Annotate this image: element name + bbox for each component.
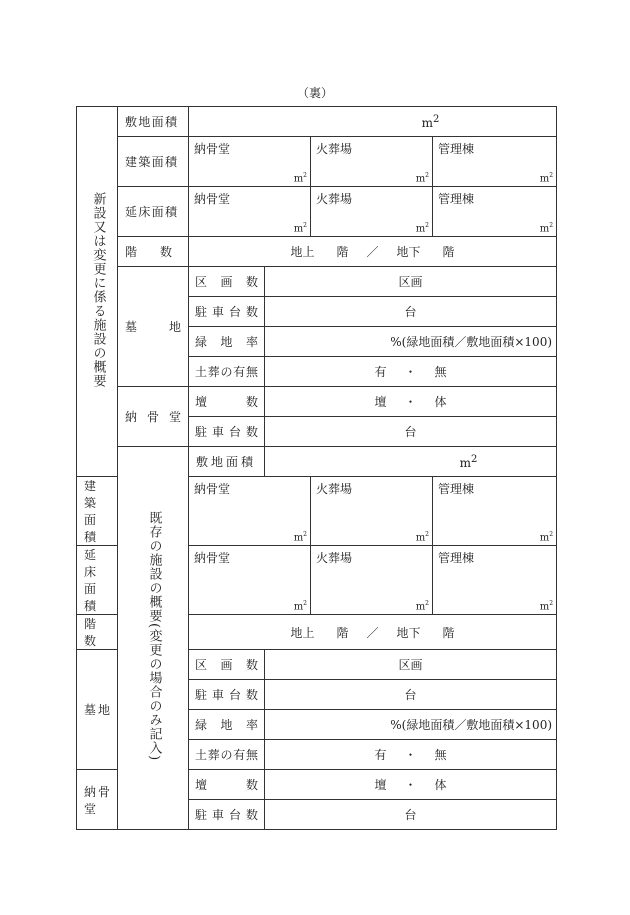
- burial-label: 土葬の有無: [189, 740, 265, 770]
- unit-m2: $m^2$: [539, 530, 554, 543]
- burial-field[interactable]: 有 ・ 無: [265, 740, 557, 770]
- floors-label: 階数: [118, 237, 189, 267]
- area-subcell[interactable]: [433, 137, 557, 187]
- sub-label: 火葬場: [316, 482, 353, 496]
- unit-m2: $m^2$: [415, 221, 429, 234]
- section-title-cell: [118, 447, 189, 830]
- sub-label: 納骨堂: [194, 482, 231, 496]
- unit-m2: $m^2$: [415, 599, 429, 612]
- ossuary-label: 納骨堂: [77, 770, 118, 830]
- area-subcell[interactable]: [311, 546, 433, 615]
- area-subcell[interactable]: [311, 477, 433, 546]
- sub-label: 納骨堂: [194, 192, 231, 206]
- area-subcell[interactable]: [311, 137, 433, 187]
- green-rate-label: 緑地率: [189, 327, 265, 357]
- section-title-cell: [77, 107, 118, 477]
- green-rate-field[interactable]: %(緑地面積／敷地面積×100): [265, 710, 557, 740]
- plots-field[interactable]: 区画: [265, 267, 557, 297]
- site-area-label: 敷地面積: [189, 447, 265, 477]
- page-label: （裏）: [296, 86, 333, 100]
- altar-field[interactable]: 壇 ・ 体: [265, 387, 557, 417]
- sub-label: 管理棟: [438, 482, 475, 496]
- ossuary-label: 納骨堂: [118, 387, 189, 447]
- site-area-label: 敷地面積: [118, 107, 189, 137]
- burial-label: 土葬の有無: [189, 357, 265, 387]
- section-title: 新設又は変更に係る施設の概要: [90, 192, 106, 388]
- unit-m2: $m^2$: [539, 171, 554, 184]
- altar-label: 壇数: [189, 770, 265, 800]
- plots-label: 区画数: [189, 267, 265, 297]
- section-title: 既存の施設の概要(変更の場合のみ記入): [146, 511, 162, 762]
- cemetery-label: 墓地: [118, 267, 189, 387]
- unit-m2: $m^2$: [415, 171, 429, 184]
- unit-m2: $m^2$: [293, 530, 307, 543]
- area-subcell[interactable]: [189, 187, 311, 237]
- floor-area-label: 延床面積: [118, 187, 189, 237]
- cemetery-label: 墓地: [77, 650, 118, 770]
- floors-field[interactable]: 地上 階 ／ 地下 階: [189, 615, 557, 650]
- area-subcell[interactable]: [311, 187, 433, 237]
- area-subcell[interactable]: [189, 137, 311, 187]
- altar-label: 壇数: [189, 387, 265, 417]
- area-subcell[interactable]: [433, 546, 557, 615]
- green-rate-field[interactable]: %(緑地面積／敷地面積×100): [265, 327, 557, 357]
- facility-form-table: [76, 106, 557, 830]
- cemetery-parking-field[interactable]: 台: [265, 297, 557, 327]
- unit-m2: $m^2$: [293, 599, 307, 612]
- green-rate-label: 緑地率: [189, 710, 265, 740]
- unit-m2: $m^2$: [459, 453, 478, 470]
- cemetery-parking-label: 駐車台数: [189, 297, 265, 327]
- floors-label: 階数: [77, 615, 118, 650]
- sub-label: 火葬場: [316, 551, 353, 565]
- cemetery-parking-label: 駐車台数: [189, 680, 265, 710]
- floor-area-label: 延床面積: [77, 546, 118, 615]
- building-area-label: 建築面積: [77, 477, 118, 546]
- floors-field[interactable]: 地上 階 ／ 地下 階: [189, 237, 557, 267]
- unit-m2: $m^2$: [293, 221, 307, 234]
- sub-label: 火葬場: [316, 192, 353, 206]
- ossuary-parking-field[interactable]: 台: [265, 417, 557, 447]
- plots-label: 区画数: [189, 650, 265, 680]
- sub-label: 管理棟: [438, 192, 475, 206]
- sub-label: 納骨堂: [194, 142, 231, 156]
- site-area-field[interactable]: [265, 447, 557, 477]
- burial-field[interactable]: 有 ・ 無: [265, 357, 557, 387]
- sub-label: 納骨堂: [194, 551, 231, 565]
- area-subcell[interactable]: [433, 477, 557, 546]
- cemetery-parking-field[interactable]: 台: [265, 680, 557, 710]
- unit-m2: $m^2$: [539, 599, 554, 612]
- sub-label: 火葬場: [316, 142, 353, 156]
- area-subcell[interactable]: [433, 187, 557, 237]
- site-area-field[interactable]: [189, 107, 557, 137]
- area-subcell[interactable]: [189, 477, 311, 546]
- sub-label: 管理棟: [438, 142, 475, 156]
- ossuary-parking-label: 駐車台数: [189, 800, 265, 830]
- ossuary-parking-label: 駐車台数: [189, 417, 265, 447]
- unit-m2: $m^2$: [415, 530, 429, 543]
- unit-m2: $m^2$: [421, 113, 440, 130]
- altar-field[interactable]: 壇 ・ 体: [265, 770, 557, 800]
- ossuary-parking-field[interactable]: 台: [265, 800, 557, 830]
- building-area-label: 建築面積: [118, 137, 189, 187]
- unit-m2: $m^2$: [293, 171, 307, 184]
- area-subcell[interactable]: [189, 546, 311, 615]
- plots-field[interactable]: 区画: [265, 650, 557, 680]
- unit-m2: $m^2$: [539, 221, 554, 234]
- sub-label: 管理棟: [438, 551, 475, 565]
